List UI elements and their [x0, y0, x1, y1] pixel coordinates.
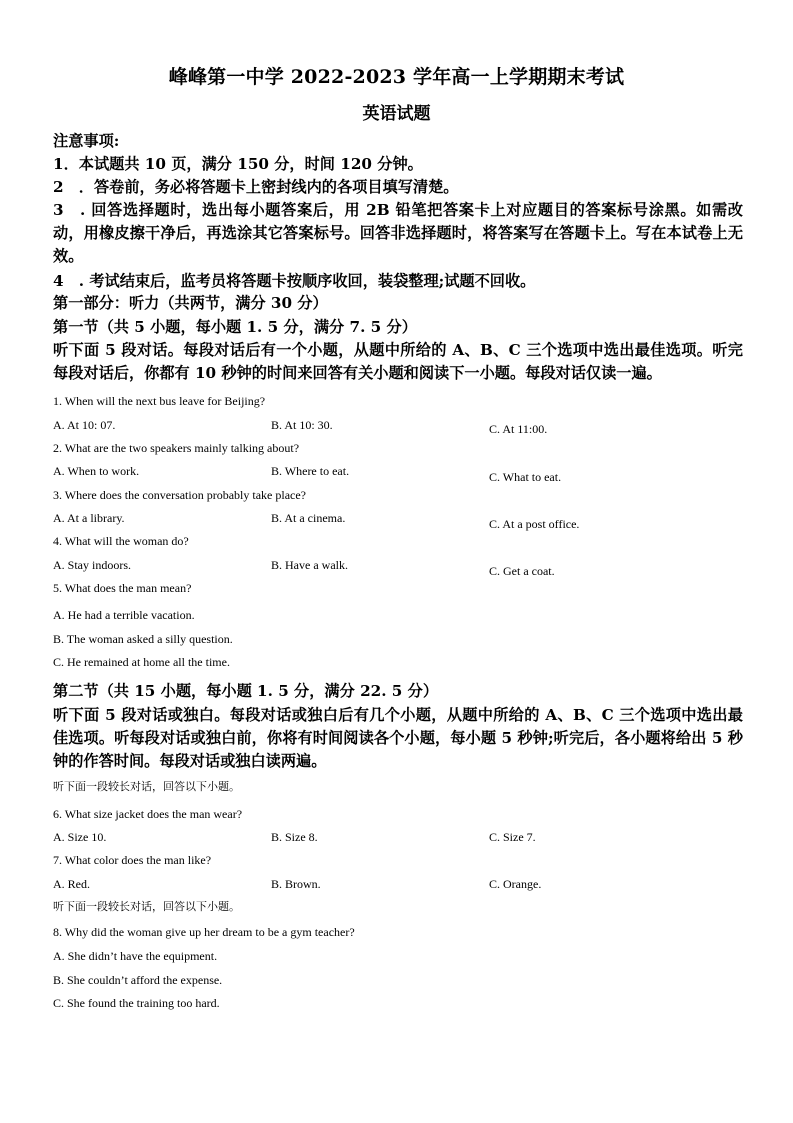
question-4-option-b: B. Have a walk. [271, 558, 348, 572]
question-8-option-c: C. She found the training too hard. [53, 996, 220, 1010]
question-4-option-a: A. Stay indoors. [53, 558, 131, 572]
question-5-option-c: C. He remained at home all the time. [53, 655, 230, 669]
question-3-stem: 3. Where does the conversation probably take place? [53, 488, 307, 502]
question-7-option-c: C. Orange. [489, 877, 542, 891]
question-6-stem: 6. What size jacket does the man wear? [53, 807, 243, 821]
question-5-option-a: A. He had a terrible vacation. [53, 608, 195, 622]
question-2-stem: 2. What are the two speakers mainly talking about? [53, 441, 300, 455]
question-2-option-a: A. When to work. [53, 464, 140, 478]
question-2-option-b: B. Where to eat. [271, 464, 350, 478]
question-8-option-a: A. She didn’t have the equipment. [53, 949, 218, 963]
instruction-item-4: 4 . 考试结束后，监考员将答题卡按顺序收回，装袋整理;试题不回收。 [53, 272, 536, 290]
section2-directions: 听下面 5 段对话或独白。每段对话或独白后有几个小题，从题中所给的 A、B、C 三个选项中选出最佳选项。听每段对话或独白前，你将有时间阅读各个小题，每小题 5 秒钟;听完后，各小题将给出 5 秒钟的作答时间。每段对话或独白读两遍。 [53, 706, 743, 770]
question-7-option-a: A. Red. [53, 877, 90, 891]
question-5-option-b: B. The woman asked a silly question. [53, 632, 233, 646]
question-1-stem: 1. When will the next bus leave for Beijing? [53, 394, 266, 408]
question-7-stem: 7. What color does the man like? [53, 853, 212, 867]
question-6-option-a: A. Size 10. [53, 830, 107, 844]
instructions-heading: 注意事项: [53, 132, 120, 150]
question-8-option-b: B. She couldn’t afford the expense. [53, 973, 223, 987]
instruction-item-2: 2 ．答卷前，务必将答题卡上密封线内的各项目填写清楚。 [53, 178, 459, 196]
section1-heading: 第一节（共 5 小题，每小题 1. 5 分，满分 7. 5 分） [53, 318, 417, 336]
section1-directions: 听下面 5 段对话。每段对话后有一个小题，从题中所给的 A、B、C 三个选项中选出最佳选项。听完每段对话后，你都有 10 秒钟的时间来回答有关小题和阅读下一小题。每段对话仅读一遍。 [53, 341, 743, 382]
question-1-option-a: A. At 10: 07. [53, 418, 116, 432]
question-6-option-c: C. Size 7. [489, 830, 536, 844]
section2-heading: 第二节（共 15 小题，每小题 1. 5 分，满分 22. 5 分） [53, 682, 439, 700]
question-3-option-b: B. At a cinema. [271, 511, 346, 525]
question-8-stem: 8. Why did the woman give up her dream to be a gym teacher? [53, 925, 355, 939]
exam-subtitle: 英语试题 [362, 104, 431, 124]
instruction-item-3: 3 . 回答选择题时，选出每小题答案后，用 2B 铅笔把答案卡上对应题目的答案标号涂黑。如需改动，用橡皮擦干净后，再选涂其它答案标号。回答非选择题时，将答案写在答题卡上。写在本试卷上无效。 [53, 201, 743, 265]
question-3-option-a: A. At a library. [53, 511, 125, 525]
part1-heading: 第一部分：听力（共两节，满分 30 分） [53, 294, 328, 312]
question-3-option-c: C. At a post office. [489, 517, 580, 531]
question-1-option-b: B. At 10: 30. [271, 418, 333, 432]
instruction-item-1: 1．本试题共 10 页，满分 150 分，时间 120 分钟。 [53, 155, 423, 173]
question-7-option-b: B. Brown. [271, 877, 321, 891]
question-5-stem: 5. What does the man mean? [53, 581, 192, 595]
listening-note-2: 听下面一段较长对话，回答以下小题。 [53, 900, 240, 913]
question-6-option-b: B. Size 8. [271, 830, 318, 844]
question-1-option-c: C. At 11:00. [489, 422, 548, 436]
question-2-option-c: C. What to eat. [489, 470, 562, 484]
question-4-option-c: C. Get a coat. [489, 564, 555, 578]
exam-title: 峰峰第一中学 2022-2023 学年高一上学期期末考试 [168, 66, 625, 88]
question-4-stem: 4. What will the woman do? [53, 534, 189, 548]
listening-note-1: 听下面一段较长对话，回答以下小题。 [53, 780, 240, 793]
